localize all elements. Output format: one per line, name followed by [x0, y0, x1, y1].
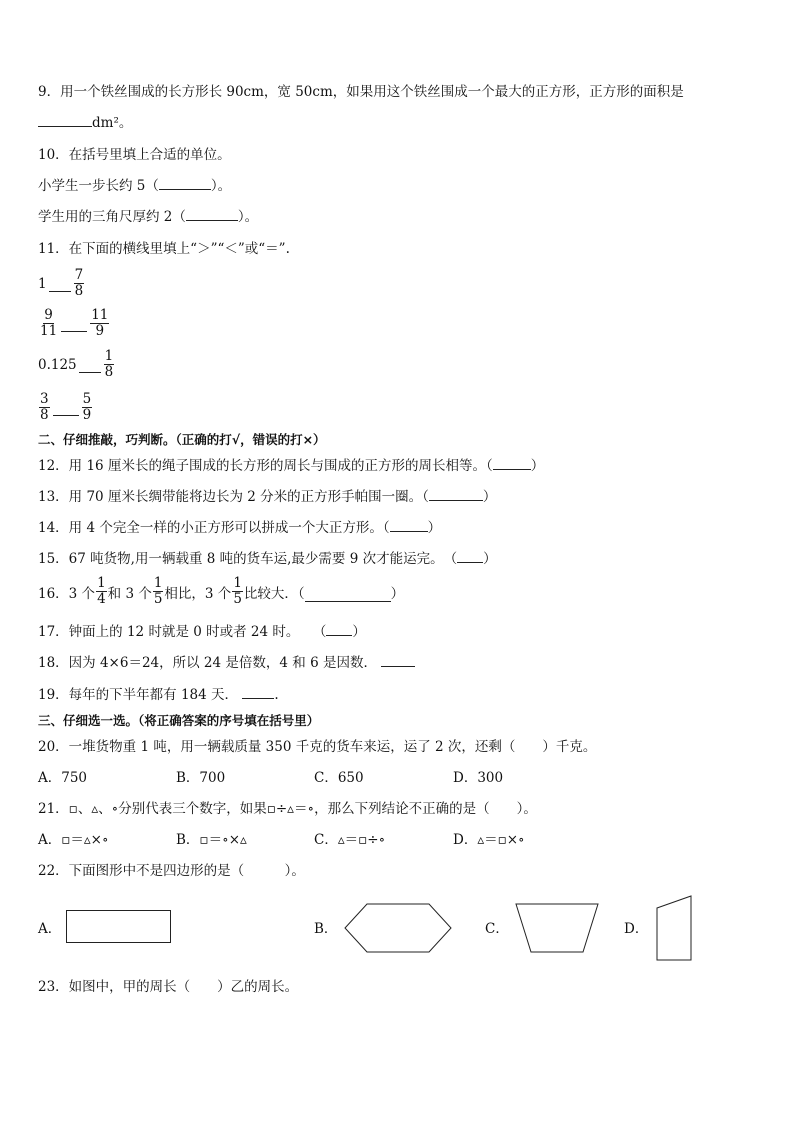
q13-close: ）: [482, 489, 497, 505]
q21-option-a[interactable]: A．▫＝▵×∘: [38, 832, 109, 848]
q13-text: 13．用 70 厘米长绸带能将边长为 2 分米的正方形手帕围一圈。（: [38, 489, 429, 505]
q22-label-c[interactable]: C．: [485, 921, 509, 937]
q13: [38, 488, 496, 506]
q19: [38, 686, 279, 704]
q22-label-d[interactable]: D．: [624, 921, 649, 937]
q21-option-d[interactable]: D．▵＝▫×∘: [453, 832, 525, 848]
q11-stem: 11．在下面的横线里填上“＞”“＜”或“＝”.: [38, 241, 290, 257]
q14-close: ）: [427, 520, 442, 536]
q17-close: ）: [352, 624, 366, 640]
q11-r2-rden: 9: [95, 323, 105, 339]
q10-b-close: ）。: [237, 209, 259, 225]
q11-r4-rnum: 5: [82, 391, 92, 407]
q16-close: ）: [390, 585, 405, 602]
q10-stem: 10．在括号里填上合适的单位。: [38, 147, 231, 163]
q11-r3-den: 8: [104, 364, 114, 380]
q17-text: 17．钟面上的 12 时就是 0 时或者 24 时。 （: [38, 624, 327, 640]
q21-option-c[interactable]: C．▵＝▫÷∘: [314, 832, 386, 848]
q11-r4-rden: 9: [82, 407, 92, 423]
q11-r3-blank[interactable]: [79, 371, 101, 373]
q18-blank[interactable]: [381, 654, 415, 667]
q16-f1-den: 4: [97, 591, 106, 607]
q10-a-close: ）。: [210, 178, 232, 194]
q21-option-b[interactable]: B．▫＝∘×▵: [176, 832, 247, 848]
q13-blank[interactable]: [429, 488, 483, 501]
q16-f3-den: 5: [233, 591, 242, 607]
q11-r2-rnum: 11: [91, 307, 109, 323]
section-2-title: 二、仔细推敲，巧判断。（正确的打√，错误的打×）: [38, 432, 326, 447]
section-3-title: 三、仔细选一选。（将正确答案的序号填在括号里）: [38, 713, 320, 728]
q10-b: [38, 208, 258, 226]
q15-text: 15．67 吨货物,用一辆载重 8 吨的货车运,最少需要 9 次才能运完。 （: [38, 551, 458, 567]
q11-r4-right-fraction: [82, 392, 93, 423]
q20-option-c[interactable]: C．650: [314, 770, 364, 786]
q11-r2-left-fraction: [39, 308, 58, 339]
q16-f3-num: 1: [233, 575, 242, 591]
q12-close: ）: [530, 458, 545, 474]
q16-text-d: 比较大．（: [243, 585, 305, 602]
q11-r4-lden: 8: [40, 407, 49, 423]
q11-r1-den: 8: [74, 283, 84, 299]
q15-blank[interactable]: [457, 550, 483, 563]
q22-right-trapezoid-shape: [656, 895, 694, 961]
q22-hexagon-shape: [344, 903, 452, 953]
q18: [38, 654, 415, 672]
q22-trapezoid-shape: [515, 903, 599, 953]
q16-f2-num: 1: [153, 575, 163, 591]
q12-blank[interactable]: [493, 457, 531, 470]
q20-option-d[interactable]: D．300: [453, 770, 504, 786]
q17: [38, 623, 366, 641]
q10-a: [38, 177, 231, 195]
q10-b-text: 学生用的三角尺厚约 2（: [38, 209, 186, 225]
q16-fraction-3: [232, 576, 243, 607]
q11-r2-lden: 11: [40, 323, 58, 339]
q11-r4-blank[interactable]: [53, 414, 79, 416]
q16-f1-num: 1: [97, 575, 106, 591]
q22-label-b[interactable]: B．: [314, 921, 338, 937]
q11-r3-num: 1: [104, 348, 114, 364]
q16-text-a: 16．3 个: [38, 585, 96, 602]
q9-answer-line: [38, 114, 132, 132]
q16-fraction-1: [96, 576, 107, 607]
q11-r1-fraction: [74, 268, 85, 299]
q11-row4: [38, 392, 93, 423]
q11-r3-left: 0.125: [38, 356, 77, 373]
q10-b-blank[interactable]: [186, 208, 238, 221]
q11-r2-blank[interactable]: [61, 330, 87, 332]
q17-blank[interactable]: [326, 623, 352, 636]
q11-row1: [38, 268, 85, 299]
q22-label-a[interactable]: A．: [38, 921, 62, 937]
q16-text-c: 相比，3 个: [164, 585, 232, 602]
q15-close: ）: [483, 551, 497, 567]
q20-option-a[interactable]: A．750: [38, 770, 88, 786]
q12: [38, 457, 544, 475]
q19-period: .: [274, 687, 279, 703]
q18-text: 18．因为 4×6＝24，所以 24 是倍数，4 和 6 是因数．: [38, 655, 377, 671]
q19-text: 19．每年的下半年都有 184 天．: [38, 687, 239, 703]
q11-row2: [38, 308, 110, 339]
q9-blank[interactable]: [38, 114, 92, 127]
q10-a-blank[interactable]: [159, 177, 211, 190]
q16-f2-den: 5: [153, 591, 163, 607]
q22-stem: 22．下面图形中不是四边形的是（ ）。: [38, 863, 305, 879]
q14: [38, 519, 441, 537]
q11-row3: [38, 349, 115, 380]
q11-r1-num: 7: [74, 267, 84, 283]
q11-r1-left: 1: [38, 275, 47, 292]
q22-rectangle-shape: [66, 910, 172, 944]
q11-r3-fraction: [104, 349, 115, 380]
q16-blank[interactable]: [305, 589, 391, 602]
q11-r4-left-fraction: [39, 392, 50, 423]
q9-unit: dm²。: [92, 115, 133, 131]
q11-r1-blank[interactable]: [49, 290, 71, 292]
q15: [38, 550, 497, 568]
q23-stem: 23．如图中，甲的周长（ ）乙的周长。: [38, 979, 299, 995]
q11-r4-lnum: 3: [40, 391, 49, 407]
q16: [38, 576, 404, 607]
q19-blank[interactable]: [242, 686, 274, 699]
q20-stem: 20．一堆货物重 1 吨，用一辆载质量 350 千克的货车来运，运了 2 次，还剩（ ）千克。: [38, 739, 597, 755]
q16-text-b: 和 3 个: [107, 585, 152, 602]
q9-line1: 9．用一个铁丝围成的长方形长 90cm，宽 50cm，如果用这个铁丝围成一个最大的正方形，正方形的面积是: [38, 84, 684, 100]
q10-a-text: 小学生一步长约 5（: [38, 178, 159, 194]
q11-r2-lnum: 9: [44, 307, 53, 323]
q16-fraction-2: [153, 576, 164, 607]
q11-r2-right-fraction: [90, 308, 109, 339]
q12-text: 12．用 16 厘米长的绳子围成的长方形的周长与围成的正方形的周长相等。（: [38, 458, 493, 474]
q20-option-b[interactable]: B．700: [176, 770, 226, 786]
q21-stem: 21．▫、▵、∘分别代表三个数字，如果▫÷▵＝∘，那么下列结论不正确的是（ ）。: [38, 801, 537, 817]
q14-text: 14．用 4 个完全一样的小正方形可以拼成一个大正方形。（: [38, 520, 390, 536]
q14-blank[interactable]: [390, 519, 428, 532]
